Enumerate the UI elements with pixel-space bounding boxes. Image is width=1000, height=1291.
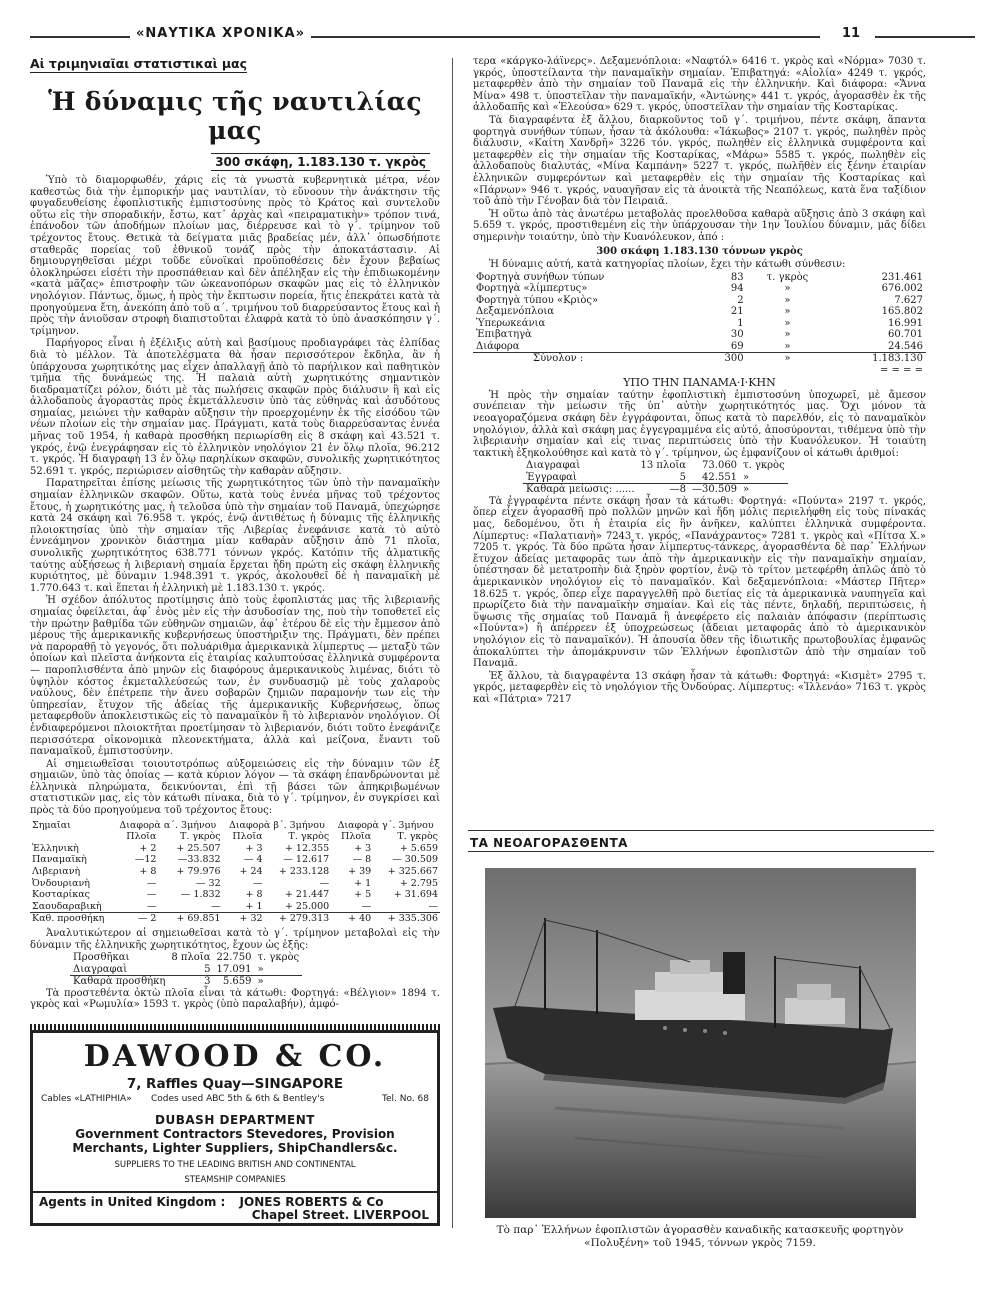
table-cell: Παναμαϊκὴ (32, 854, 87, 866)
fleet-heading: 300 σκάφη 1.183.130 τόννων γκρὸς (596, 245, 803, 257)
table-cell: + 8 (139, 866, 157, 878)
paragraph: Τὰ προστεθέντα ὀκτὼ πλοῖα εἶναι τὰ κάτωθι: Φορτηγά: «Βέλγιον» 1894 τ. γκρὸς καὶ «Ρωμυλία» 1593 τ. γκρὸς (ὑπὸ παραλαβήν), ἀμφό- (30, 987, 440, 1011)
ad-agents-address: Chapel Street. LIVERPOOL (251, 1208, 429, 1222)
ad-company-name: DAWOOD & CO. (83, 1039, 387, 1074)
ad-suppliers-line1: SUPPLIERS TO THE LEADING BRITISH AND CONTINENTAL (114, 1160, 356, 1170)
table-row (473, 329, 926, 341)
paragraph: Ὑπὸ τὸ διαμορφωθέν, χάρις εἰς τὰ γνωστὰ κυβερνητικὰ μέτρα, νέον καθεστὼς διὰ τὴν ἐμπορικήν μας ναυτιλίαν, τὸ εὔνοουν τὴν ἀνάκτησιν τῆς φυγαδευθείσης ἐφοπλιστικῆς ἐμπιστοσύνης πρὸς τὸ Κράτος καὶ συντελοῦν οὕτω εἰς τὴν σποραδικήν, ἔστω, κατ᾽ ἀρχὰς καὶ «πειραματικὴν» τρόπον τινά, ἐπάνοδον τῶν ἀποδήμων πλοίων μας, διέρρευσε καὶ τὸ γ΄. τρίμηνον τοῦ τρέχοντος ἔτους. Θετικὰ τὰ δείγματα μιᾶς βραδείας μέν, ἀλλ᾽ ὁπωσδήποτε σταθερᾶς πορείας τοῦ ἐθνικοῦ τονάζ πρὸς τὴν ἀποκατάστασιν. Αἱ δημιουργηθεῖσαι μέχρι τοῦδε εὐνοϊκαὶ προϋποθέσεις δὲν ἔχουν βεβαίως ὁλοκληρώσει εἰσέτι τὴν προσπάθειαν καὶ δὲν ἀπέληξαν εἰς τὴν ἐπιδιωκομένην «κατὰ μᾶζας» ἐπιστροφὴν τῶν ὠκεανοπόρων σκαφῶν μας εἰς τὸ ἑλληνικὸν νηολόγιον. Πάντως, ὅμως, ἡ πρὸς τὴν ἔκπτωσιν πορεία, ἥτις ἐπεκράτει κατὰ τὰ προηγούμενα ἔτη, ἀνεκόπη ἀπὸ τοῦ α΄. τριμήνου τοῦ διαρρεύσαντος ἔτους καὶ ἡ πρὸς τὴν ἀνιοῦσαν στροφὴ διαπιστοῦται ἐλαφρὰ κατὰ τὸ ὑπὸ ἀνασκόπησιν γ΄. τρίμηνον. (30, 175, 440, 337)
table-cell: 5.659 (222, 976, 252, 988)
paragraph: Αἱ σημειωθεῖσαι τοιουτοτρόπως αὐξομειώσεις εἰς τὴν δύναμιν τῶν ἐξ σημαιῶν, ὑπὸ τὰς ὁποίας — κατὰ κύριον λόγον — τὰ σκάφη ἐπανδρώνονται μὲ ἑλληνικὰ πληρώματα, δεικνύονται, ἐπὶ τῇ βάσει τῶν ἀπηκριβωμένων στατιστικῶν μας, εἰς τὸν κάτωθι πίνακα, διὰ τὸ γ΄. τρίμηνον, ἐν συγκρίσει καὶ πρὸς τὰ δύο προηγούμενα τοῦ τρέχοντος ἔτους: (30, 758, 440, 817)
ad-cables: Cables «LATHIPHIA» (41, 1094, 132, 1104)
table-cell: » (784, 283, 791, 295)
table-row (30, 843, 440, 855)
table-cell: + 279.313 (278, 913, 330, 925)
article-kicker: Αἱ τριμηνιαῖαι στατιστικαὶ μας (30, 56, 248, 71)
table-cell: — (211, 900, 221, 912)
table-subheader-row (30, 831, 440, 843)
table-row (473, 295, 926, 307)
table-cell: — (146, 900, 157, 912)
section-rule (468, 851, 934, 852)
table-cell: + 25.507 (176, 842, 221, 854)
table-cell: Δεξαμενόπλοια (476, 306, 555, 318)
table-cell: Διαγραφαὶ (73, 963, 128, 975)
table-cell: τ. γκρὸς (743, 460, 785, 472)
column-subheader: Πλοῖα (232, 831, 263, 843)
table-cell: + 8 (245, 889, 263, 901)
fleet-total-rule (473, 365, 926, 377)
column-header: Διαφορὰ γ΄. 3μήνου (337, 819, 434, 831)
table-cell: + 2.795 (399, 877, 438, 889)
ad-agents-block (33, 1191, 437, 1222)
table-cell: — (146, 877, 157, 889)
table-cell: 5 (204, 963, 211, 975)
panama-table (523, 460, 788, 496)
table-cell: Ἑλληνικὴ (32, 842, 79, 854)
table-cell: τ. γκρὸς (257, 952, 300, 964)
table-cell: Σύνολον : (473, 353, 704, 365)
table-cell: τ. γκρὸς (766, 271, 809, 283)
table-cell: + 2 (139, 842, 157, 854)
fleet-composition-table (473, 272, 926, 377)
table-cell: — (361, 900, 372, 912)
column-subheader: Πλοῖα (341, 831, 372, 843)
table-cell: — 30.509 (392, 854, 438, 866)
table-cell: 42.551 (702, 471, 738, 483)
table-cell: — 4 (243, 854, 263, 866)
table-cell: Σαουδαραβικὴ (32, 900, 102, 912)
table-row (523, 460, 788, 472)
column-header: Διαφορὰ β΄. 3μήνου (228, 819, 325, 831)
table-cell: + 69.851 (176, 913, 221, 925)
table-row (70, 952, 302, 964)
table-cell: Προσθῆκαι (73, 952, 130, 964)
table-cell: + 31.694 (393, 889, 438, 901)
table-cell: + 21.447 (284, 889, 330, 901)
table-cell: 3 (204, 976, 211, 988)
cargo-ship-illustration (485, 868, 916, 1218)
table-cell: Διάφορα (476, 340, 520, 352)
table-cell: 8 πλοῖα (171, 952, 211, 964)
table-cell: 22.750 (216, 952, 252, 964)
ad-agents-label: Agents in United Kingdom : (39, 1195, 226, 1209)
table-cell: Διαγραφαὶ (526, 460, 581, 472)
table-cell: —30.509 (692, 484, 738, 496)
ship-photo (485, 868, 916, 1218)
table-row (523, 484, 788, 496)
table-cell: — (428, 900, 438, 912)
header-rule-right (875, 36, 975, 38)
table-cell: 231.461 (881, 271, 923, 283)
table-cell: 5 (679, 471, 687, 483)
ad-services-line2: Merchants, Lighter Suppliers, ShipChandlers&c. (72, 1141, 398, 1155)
subhead-text: 300 σκάφη, 1.183.130 τ. γκρὸς (211, 153, 430, 171)
table-cell: + 233.128 (278, 866, 330, 878)
table-cell: + 32 (239, 913, 263, 925)
table-row (523, 472, 788, 484)
table-cell: 17.091 (216, 963, 252, 975)
paragraph: Τὰ διαγραφέντα ἐξ ἄλλου, διαρκοῦντος τοῦ γ΄. τριμήνου, πέντε σκάφη, ἅπαντα φορτηγὰ συνήθων τύπων, ἦσαν τὰ ἀκόλουθα: «Ἰάκωβος» 2107 τ. γκρός, πωληθὲν πρὸς διάλυσιν, «Καίτη Χανδρῆ» 3226 τόν. γκρός, πωληθὲν εἰς ἑλληνικὰ συμφέροντα καὶ μεταφερθὲν εἰς τὴν σημαίαν τῆς Κοσταρίκας, «Μάρω» 5585 τ. γκρός, πωληθὲν εἰς ἀλλοδαποὺς διαλυτάς, «Μίνα Καμπάνη» 5227 τ. γκρός, πωλῆθὲν εἰς ξένην ἑταιρίαν ἑλληνικῶν συμφερόντων καὶ μεταφερθὲν εἰς τὴν σημαίαν τῆς Κοσταρίκας καὶ «Πάρνων» 946 τ. γκρός, ναυαγῆσαν εἰς τὰ ἀνοικτὰ τῆς Νεαπόλεως, κατὰ ἕνα ταξίδιον τοῦ ἀπὸ τὴν Γένοβαν διὰ τὸν Πειραιᾶ. (473, 114, 926, 208)
table-cell: Ὀνδουριανὴ (32, 877, 90, 889)
table-cell: — 12.617 (283, 854, 330, 866)
table-row (70, 976, 302, 988)
table-cell: 300 (704, 353, 747, 365)
table-total-row (30, 913, 440, 925)
paragraph: Ἐξ ἄλλου, τὰ διαγραφέντα 13 σκάφη ἦσαν τὰ κάτωθι: Φορτηγά: «Κισμὲτ» 2795 τ. γκρός, μεταφερθὲν εἰς τὸ νηολόγιον τῆς Ὀνδούρας. Λίμπερτυς: «Ἰλλενάο» 7163 τ. γκρὸς καὶ «Πάτρια» 7217 (473, 670, 926, 705)
table-cell: 60.701 (888, 329, 923, 341)
photo-caption: Τὸ παρ᾽ Ἑλλήνων ἐφοπλιστῶν ἀγορασθὲν καναδικῆς κατασκευῆς φορτηγὸν «Πολυξένη» τοῦ 1945, τόννων γκρὸς 7159. (496, 1224, 904, 1249)
article-headline: Ἡ δύναμις τῆς ναυτιλίας μας (48, 87, 422, 145)
section-rule (468, 830, 934, 831)
table-cell: 83 (730, 271, 744, 283)
paragraph: Ἡ σχέδον ἀπόλυτος προτίμησις ἀπὸ τοὺς ἐφοπλιστάς μας τῆς λιβεριανῆς σημαίας ὀφείλεται, ἀφ᾽ ἑνὸς μὲν εἰς τὴν ἀσυδοσίαν της, ποὺ τὴν τοποθετεῖ εἰς τὴν πρώτην βαθμίδα τῶν εὐθηνῶν σημαιῶν, ἀφ᾽ ἑτέρου δὲ εἰς τὴν ἔμμεσον ἀπὸ μέρους τῆς ἀμερικανικῆς κυβερνήσεως ὑποστήριξιν της. Πράγματι, δὲν πρέπει νὰ παροραθῇ τὸ γεγονός, ὅτι πολυάριθμα ἀμερικανικὰ λίμπερτυς — μεταξὺ τῶν ὁποίων καὶ πλεῖστα ἀνήκοντα εἰς ἑταιρίας καλυπτούσας ἑλληνικὰ συμφέροντα — παροπλισθέντα ἀπὸ μηνῶν εἰς διαφόρους ἀμερικανικοὺς λιμένας, διότι τὸ ὑψηλὸν κόστος ἐκμεταλλεύσεώς των, ἐν συνδυασμῷ μὲ τοὺς χαλαροὺς ναύλους, δὲν ἐπέτρεπε τὴν ἄνευ σοβαρῶν ζημιῶν παραμονήν των εἰς τὴν ὑπηρεσίαν, ἔτυχον τῆς ἀδείας τῆς ἀμερικανικῆς Κυβερνήσεως, ὅπως μεταφερθοῦν ἀποκλειστικῶς εἰς τὸ παναμαϊκὸν ἢ τὸ λιβεριανὸν νηολόγιον. Οἱ ἐνδιαφερόμενοι πλοιοκτῆται προετίμησαν τὸ λιβεριανόν, διότι τοῦτο ἐνεφάνιζε περισσότερα οἰκονομικὰ πλεονεκτήματα, ἀλλὰ καὶ μείζονα, ἔναντι τοῦ παναμαϊκοῦ, ἐμπιστοσύνην. (30, 595, 440, 758)
table-cell: » (257, 976, 264, 988)
table-cell: » (743, 484, 750, 496)
table-header-row (30, 820, 440, 832)
table-cell: » (784, 317, 791, 329)
table-cell: » (784, 294, 791, 306)
table-cell: Φορτηγὰ «λίμπερτυς» (476, 283, 588, 295)
table-cell: Φορτηγὰ συνήθων τύπων (476, 271, 605, 283)
table-cell: » (257, 963, 264, 975)
table-cell: — 1.832 (180, 889, 221, 901)
table-cell: + 12.355 (284, 842, 330, 854)
table-cell: » (784, 329, 791, 341)
table-row (30, 854, 440, 866)
table-cell: 676.002 (881, 283, 923, 295)
table-cell: Κοσταρίκας (32, 889, 90, 901)
table-cell: + 24 (239, 866, 263, 878)
table-cell: Φορτηγὰ τύπου «Κριὸς» (476, 294, 599, 306)
column-subheader: Τ. γκρὸς (397, 831, 438, 843)
ad-suppliers-line2: STEAMSHIP COMPANIES (184, 1175, 286, 1185)
table-row (30, 878, 440, 890)
ad-codes: Codes used ABC 5th & 6th & Bentley's (151, 1094, 325, 1104)
table-cell: —12 (134, 854, 157, 866)
fleet-total-row (473, 353, 926, 365)
table-cell: + 25.000 (284, 900, 330, 912)
ad-agents-name: JONES ROBERTS & Co (239, 1195, 384, 1209)
table-cell: + 3 (245, 842, 263, 854)
table-row (473, 306, 926, 318)
table-cell: + 325.667 (387, 866, 438, 878)
table-cell: —33.832 (177, 854, 221, 866)
table-cell: 30 (730, 329, 744, 341)
table-cell: 21 (730, 306, 744, 318)
table-cell: — (146, 889, 157, 901)
table-cell: » (784, 306, 791, 318)
table-cell: + 79.976 (176, 866, 221, 878)
table-cell: + 335.306 (387, 913, 438, 925)
running-header (20, 26, 980, 46)
article-subhead (30, 155, 430, 169)
paragraph: Ἡ οὕτω ἀπὸ τὰς ἀνωτέρω μεταβολὰς προελθοῦσα καθαρὰ αὔξησις ἀπὸ 3 σκάφη καὶ 5.659 τ. γκρός, προστιθεμένη εἰς τὴν ὑπάρχουσαν τὴν 1ην Ἰουλίου δύναμιν, μᾶς δίδει σημερινὴν τοιαύτην, ὑπὸ τὴν Κυανόλευκον, ἀπό : (473, 208, 926, 243)
ad-department: DUBASH DEPARTMENT (155, 1113, 315, 1127)
column-header: Διαφορὰ α΄. 3μήνου (119, 819, 217, 831)
summary-table (70, 952, 302, 988)
table-cell: 2 (737, 294, 744, 306)
table-cell: + 39 (348, 866, 372, 878)
column-subheader: Πλοῖα (126, 831, 157, 843)
ad-services-line1: Government Contractors Stevedores, Provision (75, 1127, 395, 1141)
ad-contact-row (41, 1094, 429, 1107)
table-cell: + 3 (354, 842, 372, 854)
table-row (30, 889, 440, 901)
dawood-advertisement (30, 1030, 440, 1226)
table-cell: 69 (730, 340, 744, 352)
table-cell: 7.627 (894, 294, 923, 306)
panama-heading: ΥΠΟ ΤΗΝ ΠΑΝΑΜΑ·Ι·ΚΗΝ (623, 376, 776, 390)
left-column (30, 56, 440, 1012)
table-cell: 16.991 (888, 317, 923, 329)
table-cell: — 2 (137, 913, 157, 925)
table-cell: 165.802 (881, 306, 923, 318)
table-cell: » (743, 471, 750, 483)
photo-section-title: ΤΑ ΝΕΟΑΓΟΡΑΣΘΕΝΤΑ (470, 836, 628, 850)
right-column (473, 56, 926, 707)
fleet-table-body (473, 272, 926, 353)
table-cell: —8 (669, 484, 687, 496)
table-row (30, 866, 440, 878)
table-cell: — (253, 877, 263, 889)
table-cell: Καθ. προσθήκη (32, 913, 105, 925)
ad-address: 7, Raffles Quay—SINGAPORE (126, 1076, 344, 1092)
column-divider (452, 58, 453, 1228)
flag-table-body (30, 843, 440, 913)
table-cell: + 5.659 (399, 842, 438, 854)
table-cell: Ἐγγραφαὶ (526, 471, 577, 483)
table-cell: — 32 (196, 877, 221, 889)
table-row (70, 964, 302, 976)
table-row (473, 318, 926, 330)
paragraph: τερα «κάργκο-λάϊνερς». Δεξαμενόπλοια: «Ναφτόλ» 6416 τ. γκρὸς καὶ «Νόρμα» 7030 τ. γκρός, ὑποστείλαντα τὴν παναμαϊκὴν σημαίαν. Ἐπιβατηγά: «Αἰολία» 4249 τ. γκρός, μεταφερθὲν ἀπὸ τὴν σημαίαν τοῦ Παναμᾶ εἰς τὴν ἑλληνικήν. Καὶ διάφορα: «Ἄννα Μίνα» 498 τ. ὑποστεῖλαν τὴν παναμαϊκήν, «Ἀντώνης» 441 τ. γκρός, ἀγορασθὲν ἐκ τῆς ἀλλοδαπῆς καὶ «Ἐλεούσα» 629 τ. γκρός, ὑποστεῖλαν τὴν σημαίαν τῆς Κοσταρίκας. (473, 56, 926, 114)
table-row (30, 901, 440, 913)
column-header: Σημαῖαι (32, 819, 71, 831)
table-cell: Καθαρὰ προσθήκη (73, 976, 166, 988)
paragraph: Ἡ δύναμις αὐτή, κατὰ κατηγορίας πλοίων, ἔχει τὴν κάτωθι σύνθεσιν: (489, 259, 846, 271)
paragraph: Τὰ ἐγγραφέντα πέντε σκάφη ἦσαν τὰ κάτωθι: Φορτηγά: «Πούντα» 2197 τ. γκρός, ὅπερ εἶχεν ἀγορασθῆ πρὸ πολλῶν μηνῶν καὶ ἤδη μόλις περιελήφθη εἰς τοὺς πίνακάς μας, δεδομένου, ὅτι ἡ ἑταιρία εἰς ἣν ἀνῆκεν, καλύπτει ἑλληνικὰ συμφέροντα. Λίμπερτυς: «Παλατιανὴ» 7243 τ. γκρός, «Πανάχραντος» 7281 τ. γκρὸς καὶ «Πίτσα Χ.» 7205 τ. γκρός. Τὰ δύο πρῶτα ἦσαν λίμπερτυς-τάνκερς, ἀγορασθέντα δὲ παρ᾽ Ἑλλήνων ἔτυχον ἀδείας μεταφορᾶς των ἀπὸ τὴν ἀμερικανικὴν εἰς τὴν παναμαϊκὴν σημαίαν, ὑπέστησαν δὲ μετατροπὴν διὰ ξηρὸν φορτίον, ἐνῷ τὸ τρίτον μετεφέρθη ἁπλῶς ἀπὸ τὸ ἀμερικανικὸν νηολόγιον εἰς τὸ παναμαϊκόν. Καὶ δεξαμενόπλοια: «Μάστερ Πῆτερ» 18.625 τ. γκρός, ὅπερ εἶχε παραγγελθῆ πρὸ διετίας εἰς τὰ ἀμερικανικὰ ναυπηγεῖα καὶ πρωρίζετο διὰ τὴν παναμαϊκὴν σημαίαν. Καὶ εἰς τὰς πέντε, δηλαδή, περιπτώσεις, ἡ ὕψωσις τῆς σημαίας τοῦ Παναμᾶ ἢ ἀνεφέρετο εἰς παλαιὰν ἀπόφασιν (περίπτωσις «Πούντα») ἢ ἀπέρρεεν ἐξ ὑποχρεώσεως (ἄδειαι μεταφορᾶς ἀπὸ τὸ ἀμερικανικὸν νηολόγιον εἰς τὸ παναμαϊκόν). Ἡ ἀπουσία ὅθεν τῆς ἰδιωτικῆς πρωτοβουλίας ἐμφανῶς ἀποκαλύπτει τὴν ἀπομάκρυνσιν τῶν Ἑλλήνων ἐφοπλιστῶν ἀπὸ τὴν σημαίαν τοῦ Παναμᾶ. (473, 495, 926, 670)
table-cell: — 8 (352, 854, 372, 866)
table-cell: — (319, 877, 330, 889)
table-cell: + 40 (348, 913, 372, 925)
table-cell: 73.060 (702, 460, 738, 472)
table-cell: » (784, 340, 791, 352)
table-cell: Ἐπιβατηγὰ (476, 329, 532, 341)
table-cell: 24.546 (888, 340, 923, 352)
table-cell: Ὑπερωκεάνια (476, 317, 546, 329)
ad-telephone: Tel. No. 68 (382, 1094, 429, 1104)
paragraph: Παρατηρεῖται ἐπίσης μείωσις τῆς χωρητικότητος τῶν ὑπὸ τὴν παναμαϊκὴν σημαίαν ἑλληνικῶν σκαφῶν. Οὕτω, κατὰ τοὺς ἐννέα μῆνας τοῦ τρέχοντος ἔτους, ἡ χωρητικότης μας, ἡ τελοῦσα ὑπὸ τὴν σημαίαν τοῦ Παναμᾶ, ὑπεχώρησε κατὰ 24 σκάφη καὶ 76.958 τ. γκρός, ἐνῷ ἀντιθέτως ἡ δύναμις τῆς ἑλληνικῆς πλοιοκτησίας ὑπὸ τὴν σημαίαν τῆς Λιβερίας ἐνεφάνισε κατὰ τὸ αὐτὸ ἐννεάμηνον χρονικὸν διάστημα μίαν καθαρὰν αὔξησιν ἀπὸ 71 πλοῖα, συνολικῆς χωρητικότητος 638.771 τόννων γκρός. Κατόπιν τῆς ἁλματικῆς ταύτης αὐξήσεως ἡ λιβεριανὴ σημαία ἔρχεται ἤδη πρώτη εἰς σκάφη ἑλληνικῆς κυριότητος, μὲ δύναμιν 1.948.391 τ. γκρός, ἀκολουθεῖ δὲ ἡ παναμαϊκὴ μὲ 1.770.643 τ. καὶ ἕπεται ἡ ἑλληνικὴ μὲ 1.183.130 τ. γκρός. (30, 478, 440, 594)
table-cell: + 5 (354, 889, 372, 901)
flag-comparison-table (30, 820, 440, 925)
paragraph: Ἡ πρὸς τὴν σημαίαν ταύτην ἐφοπλιστικὴ ἐμπιστοσύνη ὑποχωρεῖ, μὲ ἄμεσον συνέπειαν τὴν μείωσιν τῆς ὑπ᾽ αὐτὴν χωρητικότητός μας. Ὄχι μόνον τὰ νεοαγοραζόμενα σκάφη δὲν ἐγγράφονται, ὅπως κατὰ τὸ παρελθόν, εἰς τὸ παναμαϊκὸν νηολόγιον, ἀλλὰ καὶ σκάφη μας ἐγγεγραμμένα εἰς αὐτό, ἀποσύρονται, τιθέμενα ὑπὸ τὴν λιβεριανὴν σημαίαν καὶ εἰς τινας περιπτώσεις ὑπὸ τὴν Κυανόλευκον. Ἡ τοιαύτη τακτικὴ ἐξηκολούθησε καὶ κατὰ τὸ γ΄. τρίμηνον, ὡς ἐμφανίζουν οἱ κάτωθι ἀριθμοί: (473, 389, 926, 459)
table-row (473, 283, 926, 295)
table-cell: 1.183.130 (828, 353, 926, 365)
publication-title: «ΝΑΥΤΙΚΑ ΧΡΟΝΙΚΑ» (130, 26, 311, 41)
table-cell: » (747, 353, 829, 365)
table-cell: + 1 (245, 900, 263, 912)
table-cell: + 1 (354, 877, 372, 889)
table-row (473, 272, 926, 284)
column-subheader: Τ. γκρὸς (179, 831, 221, 843)
table-cell: 94 (730, 283, 744, 295)
table-cell: 13 πλοῖα (640, 460, 687, 472)
paragraph: Ἀναλυτικώτερον αἱ σημειωθεῖσαι κατὰ τὸ γ΄. τρίμηνον μεταβολαὶ εἰς τὴν δύναμιν τῆς ἑλληνικῆς χωρητικότητος, ἔχουν ὡς ἑξῆς: (30, 928, 440, 951)
paragraph: Παρήγορος εἶναι ἡ ἐξέλιξις αὐτὴ καὶ βασίμους προδιαγράφει τὰς ἐλπίδας διὰ τὸ μέλλον. Τὰ ἀποτελέσματα θὰ ἦσαν περισσότερον ἔκδηλα, ἂν ἡ ὑπάρχουσα χωρητικότης μας εἶχεν ἀπαλλαγῇ ἀπὸ τὸ παρήλικον καὶ παθητικὸν τμῆμα τῆς δυνάμεώς της. Ἡ παλαιὰ αὐτὴ χωρητικότης σημαντικὸν διαδραματίζει ρόλον, διότι μὲ τὰς πωλήσεις σκαφῶν πρὸς διάλυσιν ἢ καὶ εἰς ἀλλοδαποὺς ἀγοραστὰς πρὸς ἐκμετάλλευσιν ὑπὸ τὰς εὐθηνὰς καὶ ἀσυδότους σημαίας, μειώνει τὴν καθαρὰν αὔξησιν τὴν προερχομένην ἐκ τῆς εἰσόδου τῶν νέων πλοίων εἰς τὴν σημαίαν μας. Πράγματι, κατὰ τοὺς διαρρεύσαντας ἐννέα μῆνας τοῦ 1954, ἡ καθαρὰ προσθήκη περιωρίσθη εἰς 8 σκάφη καὶ 43.521 τ. γκρός, ἐνῷ ἐνεγράφησαν εἰς τὸ ἑλληνικὸν νηολόγιον 21 ἐν ὅλῳ πλοῖα, 96.212 τ. γκρός. Ἡ διαγραφὴ 13 ἐν ὅλῳ παρηλίκων σκαφῶν, συνολικῆς χωρητικότητος 52.691 τ. γκρός, περιώρισεν αἰσθητῶς τὴν καθαρὰν αὔξησιν. (30, 338, 440, 477)
table-row (473, 341, 926, 353)
table-cell: 1 (737, 317, 744, 329)
table-cell: Λιβεριανὴ (32, 866, 81, 878)
double-rule: = = = = (879, 364, 923, 376)
column-subheader: Τ. γκρὸς (288, 831, 330, 843)
table-cell: Καθαρὰ μείωσις: ...... (526, 484, 635, 496)
page-number: 11 (836, 26, 866, 41)
